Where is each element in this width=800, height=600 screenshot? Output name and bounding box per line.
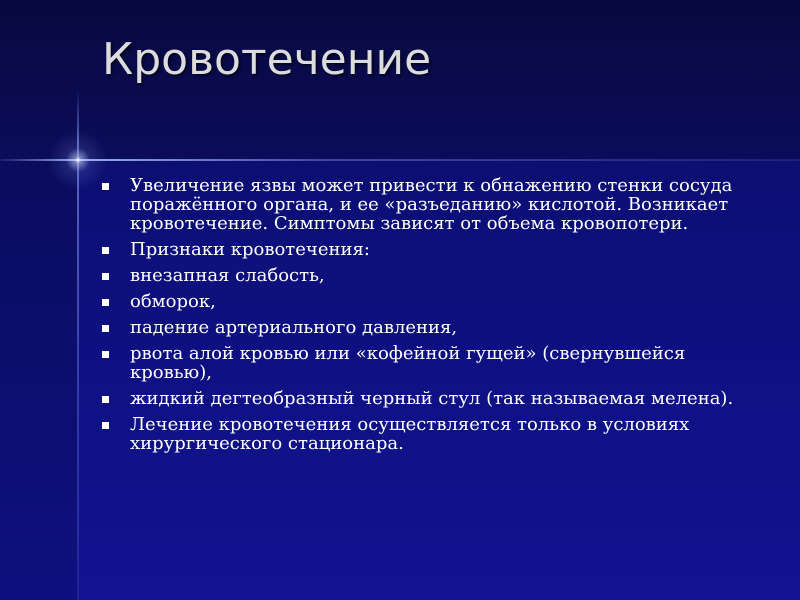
bullet-item	[102, 318, 752, 337]
square-bullet-icon	[102, 351, 109, 358]
bullet-text: обморок,	[130, 291, 216, 312]
bullet-text: рвота алой кровью или «кофейной гущей» (свернувшейся кровью),	[130, 343, 686, 383]
square-bullet-icon	[102, 396, 109, 403]
square-bullet-icon	[102, 299, 109, 306]
bullet-text: падение артериального давления,	[130, 317, 458, 338]
bullet-item	[102, 389, 752, 408]
slide-title: Кровотечение	[102, 34, 432, 85]
bullet-text: внезапная слабость,	[130, 265, 325, 286]
square-bullet-icon	[102, 325, 109, 332]
bullet-item	[102, 344, 752, 382]
bullet-text: жидкий дегтеобразный черный стул (так называемая мелена).	[130, 388, 734, 409]
bullet-text: Лечение кровотечения осуществляется только в условиях хирургического стационара.	[130, 414, 690, 454]
bullet-item	[102, 240, 752, 259]
square-bullet-icon	[102, 247, 109, 254]
bullet-item	[102, 266, 752, 285]
bullet-text: Признаки кровотечения:	[130, 239, 370, 260]
bullet-item	[102, 292, 752, 311]
bullet-list	[102, 176, 752, 460]
square-bullet-icon	[102, 422, 109, 429]
horizontal-accent-line	[0, 159, 800, 161]
bullet-item	[102, 415, 752, 453]
bullet-text: Увеличение язвы может привести к обнажению стенки сосуда поражённого органа, и ее «разъеданию» кислотой. Возникает кровотечение. Симптомы зависят от объема кровопотери.	[130, 175, 733, 234]
left-accent-strip	[0, 160, 78, 600]
square-bullet-icon	[102, 273, 109, 280]
bullet-item	[102, 176, 752, 233]
square-bullet-icon	[102, 183, 109, 190]
